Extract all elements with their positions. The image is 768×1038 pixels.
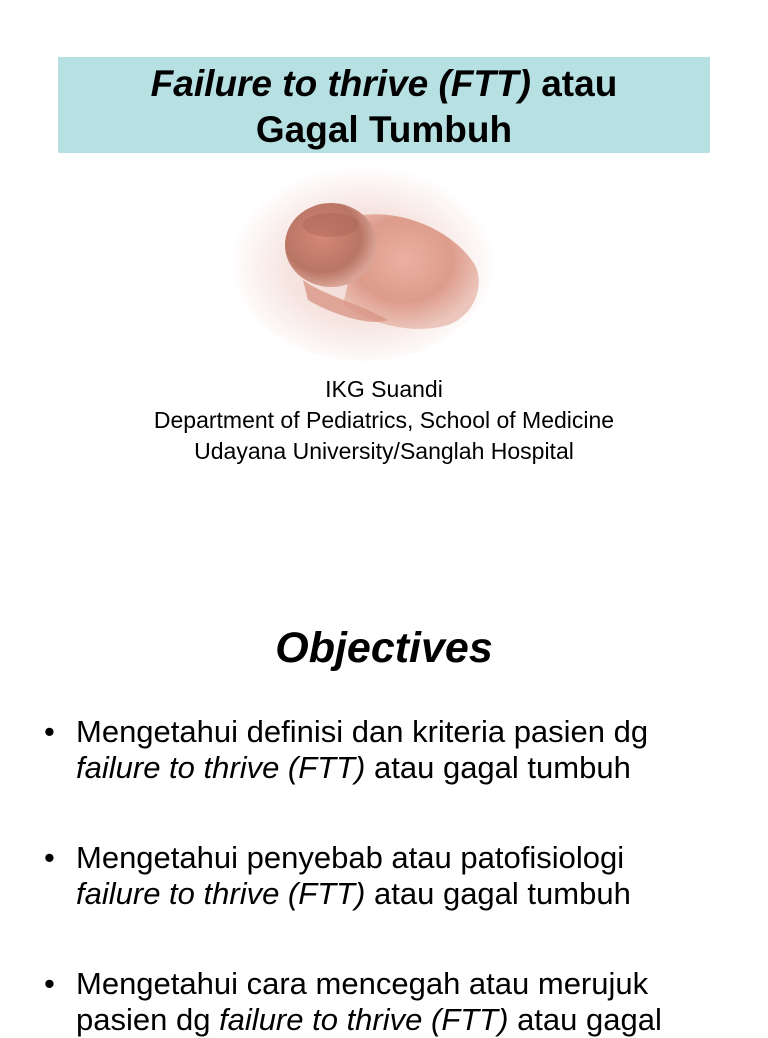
title-rest-line1: atau <box>530 63 618 104</box>
bullet-marker: • <box>44 840 55 875</box>
objective-text <box>76 966 766 1038</box>
objective-text <box>76 840 766 912</box>
objective-italic-term: failure to thrive (FTT) <box>76 876 366 911</box>
institution-name: Udayana University/Sanglah Hospital <box>194 438 574 464</box>
bullet-marker: • <box>44 966 55 1001</box>
author-name: IKG Suandi <box>325 376 443 402</box>
objective-text <box>76 714 766 786</box>
objective-line1: Mengetahui cara mencegah atau merujuk <box>76 966 649 1001</box>
title-line2: Gagal Tumbuh <box>255 109 513 150</box>
objective-line2-rest: atau gagal <box>508 1002 662 1037</box>
infant-photo <box>213 155 509 367</box>
objective-italic-term: failure to thrive (FTT) <box>219 1002 509 1037</box>
objectives-heading: Objectives <box>275 624 493 672</box>
objective-italic-term: failure to thrive (FTT) <box>76 750 366 785</box>
objective-line2-prefix: pasien dg <box>76 1002 220 1037</box>
department-name: Department of Pediatrics, School of Medicine <box>153 407 615 433</box>
objective-line1: Mengetahui penyebab atau patofisiologi <box>76 840 625 875</box>
objective-line2-rest: atau gagal tumbuh <box>365 750 631 785</box>
bullet-marker: • <box>44 714 55 749</box>
title-banner <box>58 57 710 153</box>
presenter-credits <box>0 374 768 467</box>
objective-line1: Mengetahui definisi dan kriteria pasien dg <box>76 714 649 749</box>
objective-line2-rest: atau gagal tumbuh <box>365 876 631 911</box>
slide-title <box>58 61 710 153</box>
title-italic-part: Failure to thrive (FTT) <box>150 63 531 104</box>
